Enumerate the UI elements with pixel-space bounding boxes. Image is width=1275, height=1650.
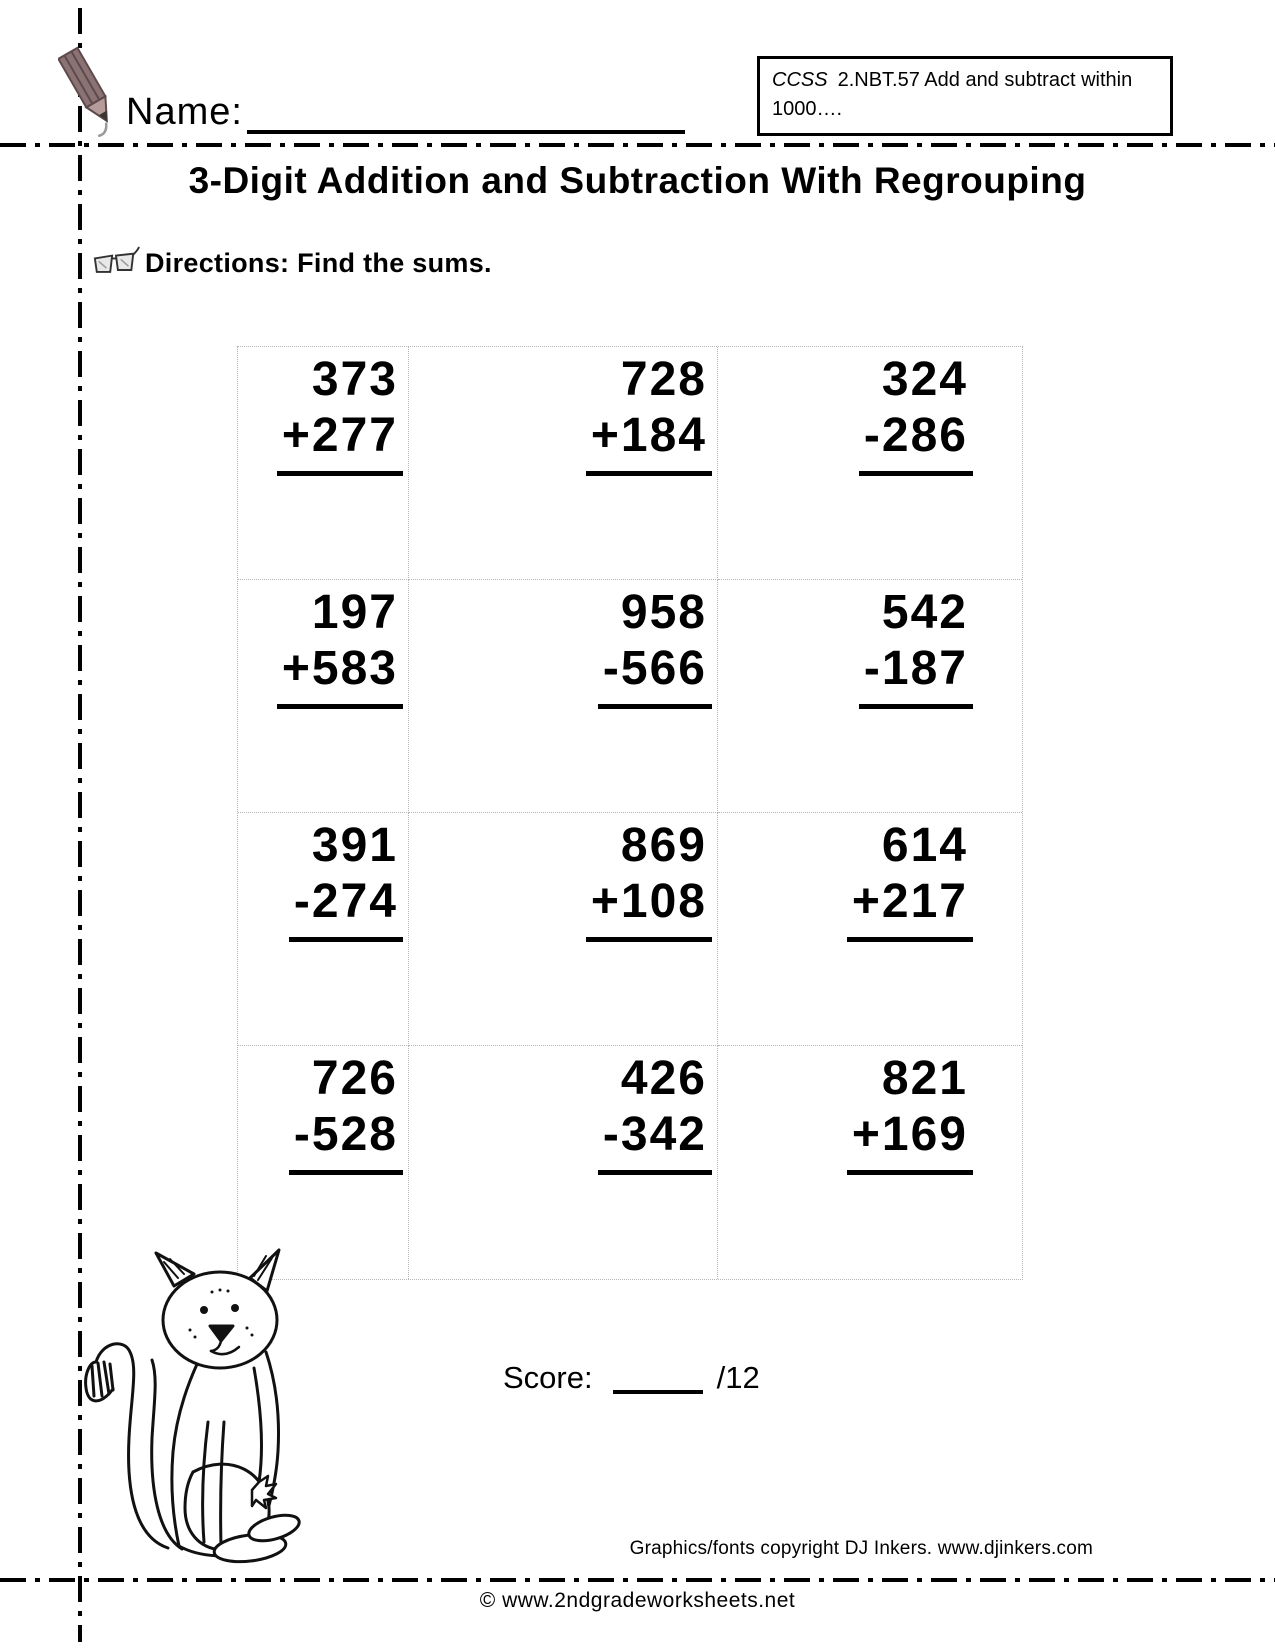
ccss-code: CCSS [772, 69, 828, 91]
page-title: 3-Digit Addition and Subtraction With Regrouping [188, 160, 1087, 201]
problem-bottom: +217 [847, 874, 973, 942]
problem-top: 373 [311, 353, 398, 406]
problem-cell [409, 813, 718, 1046]
problem-bottom: +169 [847, 1107, 973, 1175]
problem-top: 197 [311, 586, 398, 639]
problem-bottom: +108 [586, 874, 712, 942]
problem-bottom: -187 [859, 641, 973, 709]
score-row [503, 1360, 760, 1396]
score-blank-line [613, 1362, 703, 1394]
problem-cell [409, 347, 718, 580]
problem-top: 821 [881, 1052, 968, 1105]
name-row [58, 46, 685, 134]
problem-top: 426 [620, 1052, 707, 1105]
problem-cell [409, 580, 718, 813]
problem-bottom: -342 [598, 1107, 712, 1175]
problem-cell [718, 580, 1022, 813]
problems-grid [237, 346, 1023, 1280]
problem-top: 324 [881, 353, 968, 406]
footer-credit: Graphics/fonts copyright DJ Inkers. www.djinkers.com [629, 1538, 1093, 1559]
name-blank-line [247, 94, 685, 134]
problem-cell [409, 1046, 718, 1279]
problem-top: 958 [620, 586, 707, 639]
footer-site: © www.2ndgradeworksheets.net [479, 1589, 796, 1612]
problem-cell [718, 1046, 1022, 1279]
problem-cell [238, 813, 409, 1046]
score-label: Score: [503, 1360, 593, 1395]
problem-cell [718, 347, 1022, 580]
directions-row [92, 246, 492, 280]
problem-cell [718, 813, 1022, 1046]
problem-bottom: +277 [277, 408, 403, 476]
ccss-line2: 1000…. [772, 98, 843, 120]
problem-bottom: -528 [289, 1107, 403, 1175]
ccss-text: 2.NBT.57 Add and subtract within [837, 69, 1133, 91]
problem-cell [238, 1046, 409, 1279]
problem-top: 728 [620, 353, 707, 406]
score-total: /12 [716, 1360, 760, 1395]
pencil-icon [58, 46, 120, 134]
problem-top: 614 [881, 819, 968, 872]
problem-top: 542 [881, 586, 968, 639]
cat-illustration [80, 1246, 302, 1580]
problem-bottom: -274 [289, 874, 403, 942]
ccss-standard-box [757, 56, 1173, 136]
problem-cell [238, 347, 409, 580]
problem-bottom: +184 [586, 408, 712, 476]
problem-bottom: +583 [277, 641, 403, 709]
directions-text: Directions: Find the sums. [145, 247, 492, 278]
problem-bottom: -286 [859, 408, 973, 476]
problem-top: 726 [311, 1052, 398, 1105]
problem-bottom: -566 [598, 641, 712, 709]
glasses-icon [92, 246, 140, 280]
ccss-line1 [772, 66, 1160, 95]
problem-top: 869 [620, 819, 707, 872]
problem-cell [238, 580, 409, 813]
problem-top: 391 [311, 819, 398, 872]
name-label: Name: [126, 91, 243, 133]
